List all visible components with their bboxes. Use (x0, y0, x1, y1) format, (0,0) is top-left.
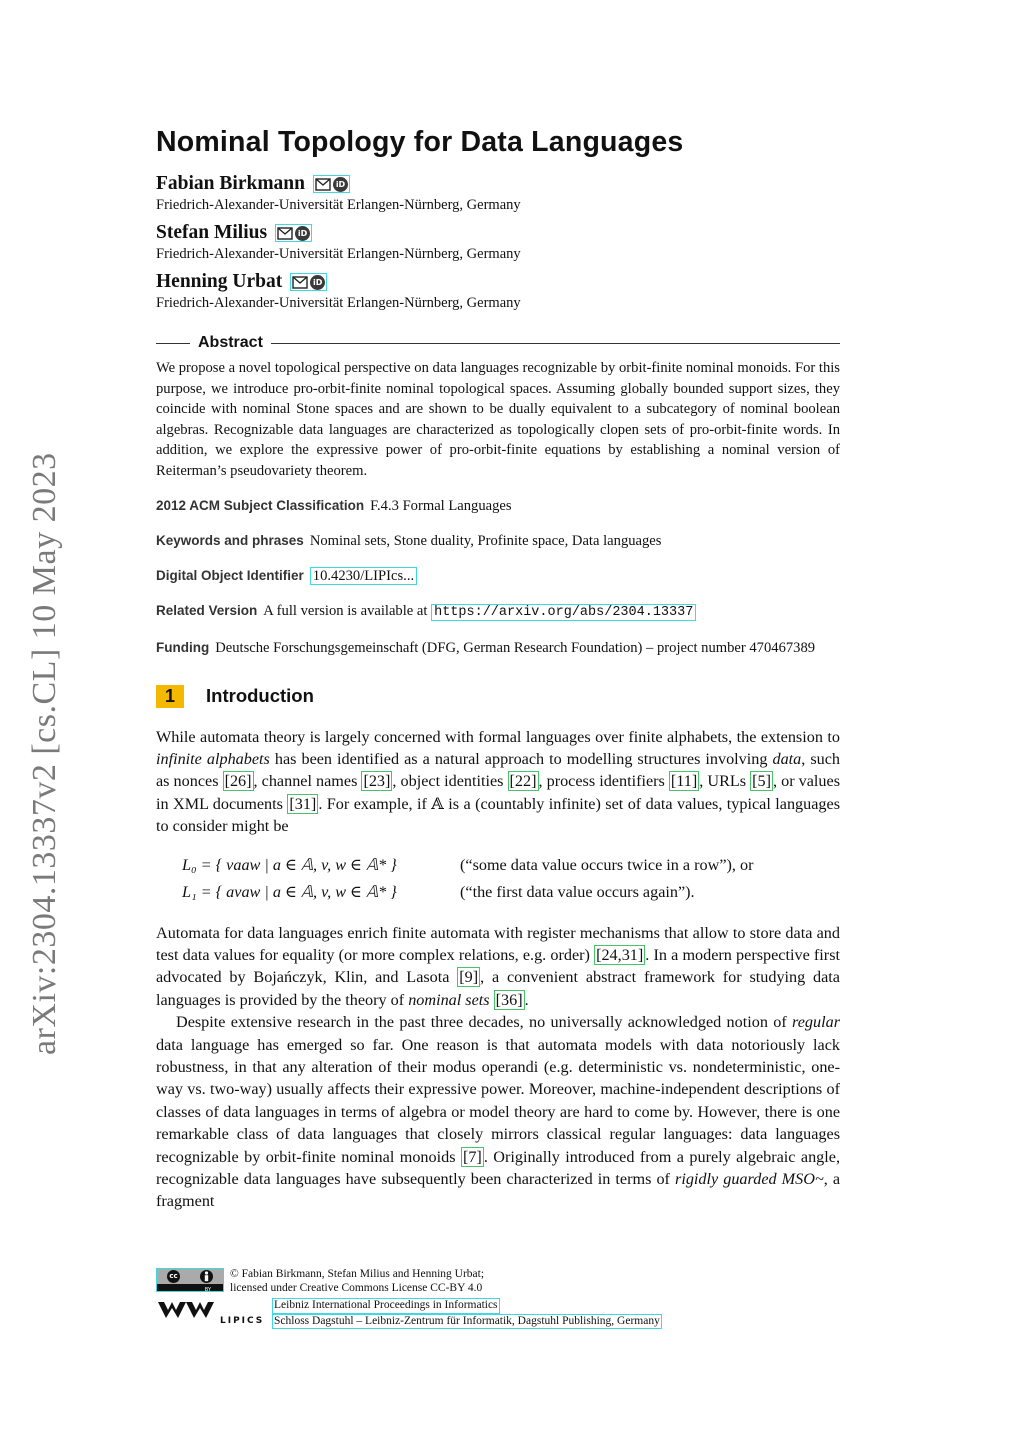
citation-link[interactable]: [11] (670, 772, 698, 791)
emphasis: infinite alphabets (156, 749, 270, 768)
paragraph (156, 726, 840, 838)
keywords-key: Keywords and phrases (156, 532, 304, 548)
text-run: , process identifiers (538, 772, 669, 791)
author-name-2 (156, 222, 840, 244)
text-run: , URLs (699, 772, 751, 791)
text-run: . For example, if 𝔸 is a (countably infinite) set of data values, typical languages to consider might be (156, 794, 840, 836)
section-number: 1 (156, 685, 184, 708)
author-affiliation-1: Friedrich-Alexander-Universität Erlangen-Nürnberg, Germany (156, 197, 521, 213)
text-run: , a fragment (156, 1170, 841, 1211)
orcid-icon[interactable]: iD (310, 275, 325, 290)
lipics-wordmark: LIPICS (220, 1316, 265, 1326)
person-icon (202, 1271, 211, 1282)
divider (156, 343, 190, 344)
text-run: , such as nonces (156, 749, 841, 791)
keywords-value: Nominal sets, Stone duality, Profinite space, Data languages (309, 532, 662, 549)
equation-lhs: L₀ = { vaaw | a ∈ 𝔸, v, w ∈ 𝔸* } (182, 855, 397, 874)
doi-link[interactable]: 10.4230/LIPIcs... (310, 567, 417, 585)
mail-icon[interactable] (277, 227, 293, 240)
paragraph (156, 1011, 840, 1213)
paragraph (156, 922, 840, 1012)
author-links-1[interactable] (313, 175, 350, 193)
section-title: Introduction (206, 685, 314, 707)
citation-link[interactable]: [5] (752, 772, 771, 791)
citation-link[interactable]: [7] (462, 1147, 482, 1166)
cc-by-label: BY (157, 1284, 223, 1291)
text-run: . Originally introduced from a purely algebraic angle, recognizable data languages have subsequently been characterized in terms of (156, 1147, 840, 1189)
author-name-text: Fabian Birkmann (156, 173, 306, 194)
page-footer (156, 1268, 796, 1329)
metadata (156, 495, 840, 659)
keywords (156, 530, 840, 552)
text-run: data language has emerged so far. One reason is that automata models with data notoriously lack robustness, in that any alteration of their modus operandi (e.g. deterministic vs. nondeterministic, one-way vs. two-way) usually affects their expressive power. Moreover, machine-independent descriptions of classes of data languages in terms of algebra or model theory are hard to come by. However, there is one remarkable class of data languages that closely mirrors classical regular languages: data languages recognizable by orbit-finite nominal monoids (156, 1035, 840, 1166)
orcid-icon[interactable]: iD (333, 177, 348, 192)
related-prefix: A full version is available at (263, 602, 428, 619)
lipics-logo-mark (156, 1298, 220, 1322)
lipics-logo (156, 1298, 266, 1328)
related-version (156, 600, 840, 624)
equation-rhs: (“the first data value occurs again”). (460, 882, 695, 901)
emphasis: rigidly guarded MSO~ (675, 1170, 824, 1189)
citation-link[interactable]: [31] (289, 794, 317, 813)
lipics-row (156, 1298, 796, 1329)
arxiv-sidebar-stamp: arXiv:2304.13337v2 [cs.CL] 10 May 2023 (26, 452, 63, 1055)
doi-key: Digital Object Identifier (156, 567, 304, 583)
text-run: , a convenient abstract framework for studying data languages is provided by the theory of (156, 968, 840, 1009)
author-links-3[interactable] (290, 273, 327, 291)
author-affiliation-3: Friedrich-Alexander-Universität Erlangen-Nürnberg, Germany (156, 295, 521, 311)
acm-key: 2012 ACM Subject Classification (156, 497, 365, 513)
author-affiliation-2: Friedrich-Alexander-Universität Erlangen-Nürnberg, Germany (156, 246, 521, 262)
abstract-label: Abstract (198, 334, 263, 351)
equation-row (182, 879, 840, 906)
license-line: licensed under Creative Commons License CC-BY 4.0 (230, 1281, 483, 1294)
citation-link[interactable]: [9] (459, 968, 479, 987)
author-name-3 (156, 271, 840, 293)
equation-lhs: L₁ = { avaw | a ∈ 𝔸, v, w ∈ 𝔸* } (182, 882, 397, 901)
license-row (156, 1268, 796, 1295)
intro-body (156, 726, 840, 1213)
section-heading (156, 685, 840, 708)
paper-page (156, 126, 840, 1213)
citation-link[interactable]: [26] (224, 772, 252, 791)
author-block-1 (156, 173, 840, 214)
lipics-text (272, 1298, 662, 1329)
license-text (230, 1268, 484, 1295)
equation-row (182, 852, 840, 879)
related-key: Related Version (156, 602, 258, 618)
citation-link[interactable]: [22] (509, 772, 537, 791)
publisher-link[interactable]: Schloss Dagstuhl – Leibniz-Zentrum für Informatik, Dagstuhl Publishing, Germany (272, 1314, 662, 1330)
text-run: , or values in XML documents (156, 772, 840, 813)
acm-classification (156, 495, 840, 517)
funding-key: Funding (156, 639, 210, 655)
cc-badge-top (157, 1269, 223, 1284)
copyright-line: © Fabian Birkmann, Stefan Milius and Henning Urbat; (230, 1268, 485, 1280)
mail-icon[interactable] (315, 178, 331, 191)
equation-block (182, 852, 840, 906)
paper-title: Nominal Topology for Data Languages (156, 126, 684, 158)
citation-link[interactable]: [36] (495, 990, 523, 1009)
funding-value: Deutsche Forschungsgemeinschaft (DFG, German Research Foundation) – project number 470467389 (215, 639, 816, 656)
mail-icon[interactable] (292, 276, 308, 289)
acm-value: F.4.3 Formal Languages (370, 497, 512, 514)
author-name-text: Stefan Milius (156, 222, 268, 243)
abstract-text: We propose a novel topological perspective on data languages recognizable by orbit-finite nominal monoids. For this purpose, we introduce pro-orbit-finite nominal topological spaces. Assuming globally bounded support sizes, they coincide with nominal Stone spaces and are shown to be dually equivalent to a subcategory of nominal boolean algebras. Recognizable data languages are characterized as topologically clopen sets of pro-orbit-finite words. In addition, we explore the expressive power of pro-orbit-finite equations by establishing a nominal version of Reiterman’s pseudovariety theorem. (156, 360, 840, 479)
text-run: Despite extensive research in the past three decades, no universally acknowledged notion of (176, 1013, 793, 1032)
orcid-icon[interactable]: iD (295, 226, 310, 241)
text-run: has been identified as a natural approach to modelling structures involving (269, 749, 773, 768)
attribution-icon (200, 1270, 213, 1283)
abstract-heading (156, 334, 840, 352)
citation-link[interactable]: [23] (363, 772, 391, 791)
emphasis: nominal sets (408, 990, 490, 1009)
text-run: . In a modern perspective first advocated by Bojańczyk, Klin, and Lasota (156, 946, 840, 987)
citation-link[interactable]: [24,31] (596, 946, 644, 964)
doi (156, 565, 840, 587)
text-run: , channel names (253, 772, 362, 791)
funding (156, 637, 840, 659)
text-run: , object identities (392, 772, 508, 791)
divider (271, 343, 840, 344)
text-run: Automata for data languages enrich finite automata with register mechanisms that allow to store data and test data values for equality (or more complex relations, e.g. order) (156, 923, 840, 964)
author-name-1 (156, 173, 840, 195)
text-run: While automata theory is largely concerned with formal languages over finite alphabets, the extension to (156, 727, 840, 746)
author-block-3 (156, 271, 840, 312)
series-link[interactable]: Leibniz International Proceedings in Informatics (272, 1298, 500, 1314)
text-run: . (524, 990, 529, 1009)
equation-rhs: (“some data value occurs twice in a row”), or (460, 855, 754, 874)
related-url-link[interactable]: https://arxiv.org/abs/2304.13337 (431, 604, 696, 621)
author-block-2 (156, 222, 840, 263)
emphasis: regular (792, 1013, 840, 1032)
author-name-text: Henning Urbat (156, 271, 283, 292)
author-links-2[interactable] (275, 224, 312, 242)
emphasis: data (772, 749, 802, 768)
cc-icon: cc (167, 1270, 180, 1283)
cc-by-badge[interactable] (156, 1268, 224, 1292)
